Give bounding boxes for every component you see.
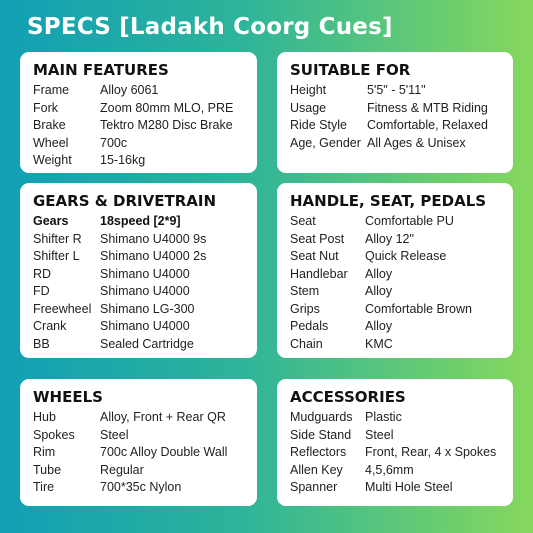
- spec-row: [290, 444, 505, 462]
- spec-label: Shifter R: [33, 231, 82, 246]
- spec-row: [33, 213, 249, 231]
- card-title: ACCESSORIES: [290, 388, 406, 406]
- spec-value: Front, Rear, 4 x Spokes: [365, 445, 497, 459]
- card-gears-drivetrain: [20, 183, 257, 358]
- spec-row: [33, 248, 249, 266]
- spec-value: Zoom 80mm MLO, PRE: [100, 100, 234, 115]
- spec-row: [290, 283, 505, 301]
- spec-label: Tube: [33, 462, 62, 477]
- spec-value: Alloy 6061: [100, 83, 159, 97]
- spec-value: 18speed [2*9]: [100, 214, 181, 228]
- spec-row: [33, 462, 249, 480]
- card-title: GEARS & DRIVETRAIN: [33, 192, 217, 210]
- spec-row: [290, 213, 505, 231]
- spec-row: [33, 409, 249, 427]
- spec-row: [33, 479, 249, 497]
- spec-row: [33, 231, 249, 249]
- spec-value: Steel: [100, 427, 129, 442]
- spec-row: [33, 444, 249, 462]
- spec-value: Shimano U4000 9s: [100, 231, 207, 246]
- spec-label: Side Stand: [290, 427, 352, 442]
- spec-value: Comfortable, Relaxed: [367, 118, 488, 132]
- spec-row: [290, 100, 505, 118]
- spec-row: [290, 231, 505, 249]
- spec-row: [290, 427, 505, 445]
- page-title: SPECS [Ladakh Coorg Cues]: [27, 14, 393, 40]
- spec-value: Multi Hole Steel: [365, 480, 453, 494]
- spec-row: [33, 100, 249, 118]
- spec-label: Grips: [290, 301, 320, 316]
- spec-value: Steel: [365, 427, 394, 442]
- spec-value: Shimano U4000: [100, 319, 190, 333]
- spec-value: 15-16kg: [100, 153, 146, 167]
- spec-row: [33, 135, 249, 153]
- spec-row: [290, 117, 505, 135]
- spec-value: Shimano U4000 2s: [100, 249, 207, 263]
- spec-label: Height: [290, 83, 327, 97]
- card-handle-seat-pedals: [277, 183, 513, 358]
- spec-row: [290, 409, 505, 427]
- spec-label: Seat Nut: [290, 249, 339, 263]
- spec-value: Alloy 12": [365, 231, 414, 246]
- spec-value: Alloy: [365, 319, 393, 333]
- spec-value: KMC: [365, 336, 393, 351]
- spec-label: Hub: [33, 410, 56, 424]
- spec-label: Rim: [33, 445, 56, 459]
- spec-value: Quick Release: [365, 249, 447, 263]
- spec-value: Comfortable Brown: [365, 301, 472, 316]
- spec-label: Reflectors: [290, 445, 347, 459]
- spec-label: RD: [33, 266, 52, 281]
- spec-label: Handlebar: [290, 266, 348, 281]
- spec-label: Gears: [33, 214, 69, 228]
- spec-label: Chain: [290, 336, 323, 351]
- spec-label: Tire: [33, 480, 55, 494]
- spec-value: 700*35c Nylon: [100, 480, 182, 494]
- spec-value: Alloy: [365, 266, 393, 281]
- spec-row: [33, 152, 249, 170]
- spec-row: [33, 336, 249, 354]
- card-title: WHEELS: [33, 388, 103, 406]
- spec-label: Ride Style: [290, 118, 347, 132]
- card-wheels: [20, 379, 257, 506]
- spec-label: Weight: [33, 153, 72, 167]
- spec-label: Stem: [290, 284, 320, 298]
- spec-value: Alloy, Front + Rear QR: [100, 410, 226, 424]
- spec-row: [33, 427, 249, 445]
- spec-label: Seat Post: [290, 231, 345, 246]
- spec-row: [290, 301, 505, 319]
- card-accessories: [277, 379, 513, 506]
- card-suitable-for: [277, 52, 513, 173]
- spec-row: [33, 301, 249, 319]
- spec-value: 4,5,6mm: [365, 462, 414, 477]
- card-title: MAIN FEATURES: [33, 61, 169, 79]
- spec-label: Usage: [290, 100, 327, 115]
- spec-value: Alloy: [365, 284, 393, 298]
- spec-row: [290, 266, 505, 284]
- spec-row: [290, 318, 505, 336]
- spec-label: Fork: [33, 100, 58, 115]
- spec-row: [33, 283, 249, 301]
- spec-value: Shimano U4000: [100, 284, 190, 298]
- spec-label: Spokes: [33, 427, 75, 442]
- spec-value: Shimano U4000: [100, 266, 190, 281]
- spec-value: Comfortable PU: [365, 214, 454, 228]
- spec-label: FD: [33, 284, 50, 298]
- spec-row: [290, 82, 505, 100]
- card-title: SUITABLE FOR: [290, 61, 411, 79]
- spec-row: [33, 117, 249, 135]
- spec-row: [290, 336, 505, 354]
- spec-value: 5'5" - 5'11": [367, 83, 426, 97]
- spec-label: Wheel: [33, 135, 69, 150]
- spec-value: Fitness & MTB Riding: [367, 100, 488, 115]
- spec-label: Freewheel: [33, 301, 92, 316]
- spec-row: [290, 248, 505, 266]
- spec-value: Regular: [100, 462, 144, 477]
- spec-label: Spanner: [290, 480, 338, 494]
- spec-value: 700c: [100, 135, 128, 150]
- spec-label: Crank: [33, 319, 67, 333]
- spec-label: Allen Key: [290, 462, 343, 477]
- spec-label: BB: [33, 336, 50, 351]
- spec-row: [290, 135, 505, 153]
- spec-row: [290, 462, 505, 480]
- spec-label: Age, Gender: [290, 135, 361, 150]
- spec-value: Tektro M280 Disc Brake: [100, 118, 233, 132]
- spec-row: [33, 82, 249, 100]
- spec-label: Mudguards: [290, 410, 353, 424]
- spec-row: [33, 266, 249, 284]
- spec-label: Brake: [33, 118, 66, 132]
- card-main-features: [20, 52, 257, 173]
- spec-label: Pedals: [290, 319, 329, 333]
- spec-value: 700c Alloy Double Wall: [100, 445, 228, 459]
- spec-row: [33, 318, 249, 336]
- spec-row: [290, 479, 505, 497]
- spec-label: Seat: [290, 214, 316, 228]
- card-title: HANDLE, SEAT, PEDALS: [290, 192, 487, 210]
- spec-value: All Ages & Unisex: [367, 135, 466, 150]
- spec-value: Plastic: [365, 410, 402, 424]
- spec-label: Frame: [33, 83, 70, 97]
- spec-label: Shifter L: [33, 249, 80, 263]
- spec-value: Sealed Cartridge: [100, 336, 194, 351]
- spec-value: Shimano LG-300: [100, 301, 195, 316]
